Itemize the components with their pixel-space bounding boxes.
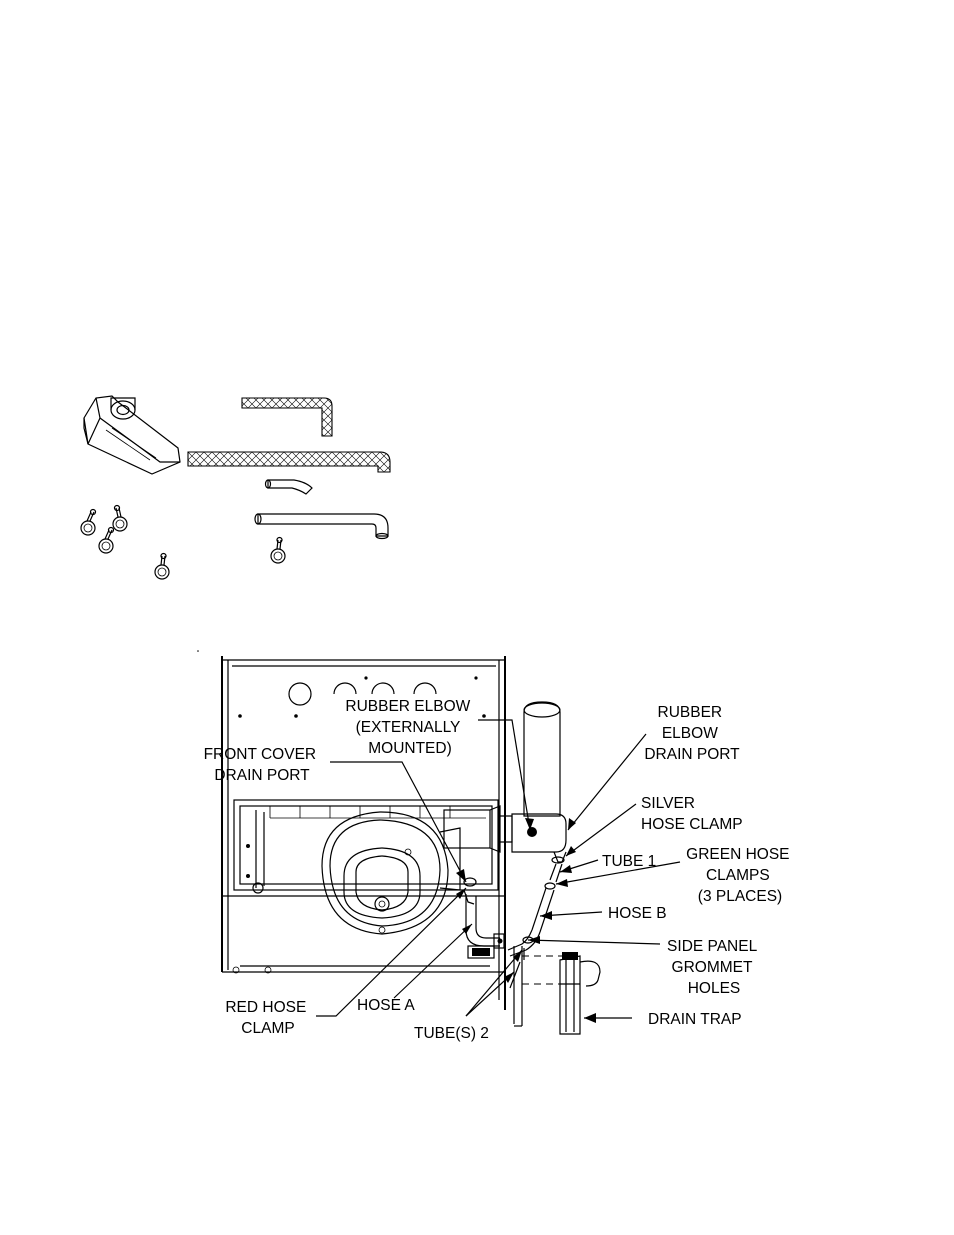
label-silver-hose-clamp: SILVER HOSE CLAMP	[641, 795, 743, 833]
hose-clamp-icon	[81, 510, 96, 536]
front-panel-port	[468, 946, 494, 958]
label-side-panel-grommet-holes: SIDE PANEL GROMMET HOLES	[667, 938, 757, 997]
label-green-hose-clamps: GREEN HOSE CLAMPS (3 PLACES)	[686, 846, 790, 905]
drain-trap-part	[84, 396, 180, 474]
parts-kit	[81, 396, 390, 579]
label-rubber-elbow: RUBBER ELBOW (EXTERNALLY MOUNTED)	[345, 698, 471, 757]
label-hose-b: HOSE B	[608, 905, 667, 922]
hose-clamp-icon	[271, 538, 285, 564]
vent-pipe	[524, 702, 560, 816]
hose-b-part	[188, 452, 390, 472]
inducer-blower	[322, 812, 460, 934]
label-red-hose-clamp: RED HOSE CLAMP	[225, 999, 307, 1037]
hose-clamp-icon	[113, 506, 127, 532]
tube-1-part	[266, 480, 313, 494]
hose-a-part	[242, 398, 332, 436]
hose-clamp-icon	[155, 554, 169, 580]
label-front-cover-drain-port: FRONT COVER DRAIN PORT	[203, 746, 317, 784]
hose-clamps-part	[81, 506, 285, 580]
tube-2-part	[255, 514, 388, 539]
label-hose-a: HOSE A	[357, 997, 415, 1014]
label-rubber-elbow-drain-port: RUBBER ELBOW DRAIN PORT	[644, 704, 740, 763]
label-tube-1: TUBE 1	[602, 853, 657, 870]
rubber-elbow	[512, 814, 566, 852]
grommet-guides	[522, 956, 572, 984]
hose-clamp-icon	[99, 528, 114, 554]
label-tubes-2: TUBE(S) 2	[414, 1025, 489, 1042]
label-drain-trap: DRAIN TRAP	[648, 1011, 742, 1028]
